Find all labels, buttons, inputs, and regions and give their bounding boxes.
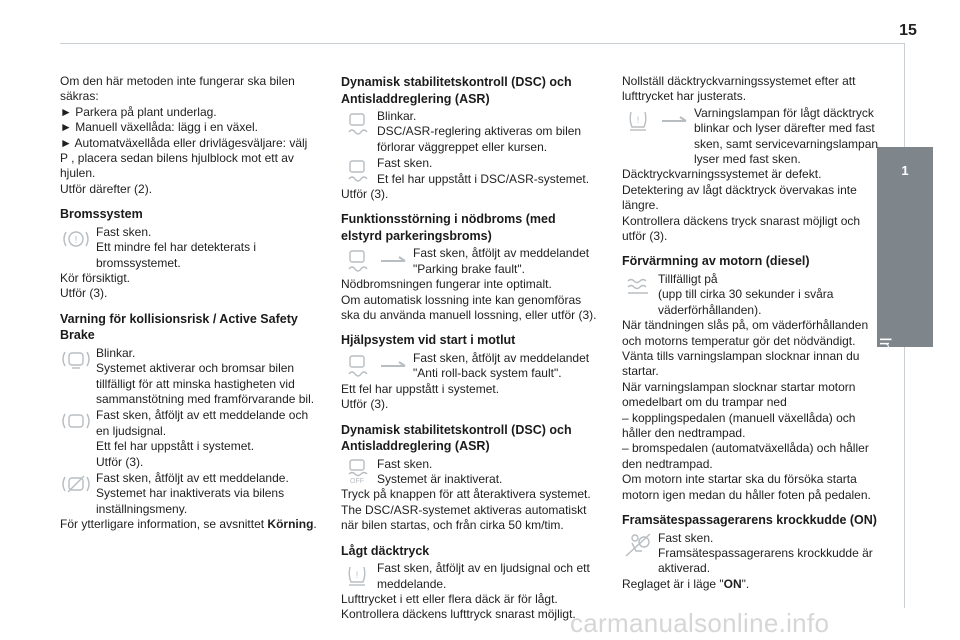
column-2: Dynamisk stabilitetskontroll (DSC) och Antisladdreglering (ASR) Blinkar. DSC/ASR-reglering aktiveras om bilen förlorar väggreppet eller kursen. Fast sken. Et fel har uppstått i DSC/ASR-systemet. Utför (3). Funktionsstörning i nödbroms (med elstyrd parkeringsbroms) Fast sken, åtföljt av meddelandet "Parking brake fault". Nödbromsningen fungerar inte optimalt. Om automatisk lossning inte kan genomföras ska du använda manuell lossning, eller utför (3). Hjälpsystem vid start i motlut Fast sken, åtföljt av meddelandet "Anti roll-back system fault". Ett fel har uppstått i systemet. Utför (3). Dynamisk stabilitetskontroll (DSC) och Antisladdreglering (ASR) OFF Fast sken. Systemet är inaktiverat. Tryck på knappen för att återaktivera systemet. The DSC/ASR-systemet aktiveras automatiskt när bilen startas, och från cirka 50 km/tim. Lågt däcktryck ! Fast sken, åtföljt av en ljudsignal och ett meddelande. Lufttrycket i ett eller flera däck är för lågt. Kontrollera däckens lufttryck snarast möjligt. <box>341 74 599 623</box>
section-title-ebrake: Funktionsstörning i nödbroms (med elstyrd parkeringsbroms) <box>341 212 556 243</box>
svg-text:!: ! <box>355 570 359 581</box>
top-rule <box>60 43 905 44</box>
collision-entry-2: Fast sken, åtföljt av ett meddelande och en ljudsignal. Ett fel har uppstått i systemet. Utför (3). <box>60 408 318 470</box>
hill-entry: Fast sken, åtföljt av meddelandet "Anti roll-back system fault". <box>341 351 599 382</box>
tpms-entry: ! Varningslampan för lågt däcktryck blinkar och lyser därefter med fast sken, samt servicevarningslampan lyser med fast sken. <box>622 106 880 168</box>
dsc-skid-icon <box>341 110 373 136</box>
tyre-pressure-icon <box>341 562 373 588</box>
watermark: carmanualsonline.info <box>570 608 830 638</box>
svg-text:!: ! <box>74 234 78 246</box>
intro-step-2: ► Manuell växellåda: lägg i en växel. <box>60 120 258 135</box>
airbag-entry: Fast sken. Framsätespassagerarens krockkudde är aktiverad. <box>622 531 880 577</box>
column-1: Om den här metoden inte fungerar ska bilen säkras: ► Parkera på plant underlag. ► Manuell växellåda: lägg i en växel. ► Automatväxellåda eller drivlägesväljare: välj P , placera sedan bilens hjulblock mot ett av hjulen. Utför därefter (2). Bromssystem ! Fast sken. Ett mindre fel har detekterats i bromssystemet. Kör försiktigt. Utför (3). Varning för kollisionsrisk / Active Safety Brake Blinkar. Systemet aktiverar och bromsar bilen tillfälligt för att minska hastigheten vid sammanstötning med framförvarande bil. Fast sken, åtföljt av ett meddelande och en ljudsignal. Ett fel har uppstått i systemet. Utför (3). Fast sken, åtföljt av ett meddelande. Systemet har inaktiverats via bilens inställningsmeny. För ytterligare information, se avsnittet Körning. <box>60 74 317 532</box>
section-title-collision: Varning för kollisionsrisk / Active Safety Brake <box>60 311 298 343</box>
intro-step-1: ► Parkera på plant underlag. <box>60 104 217 119</box>
brake-entry: ! Fast sken. Ett mindre fel har detekterats i bromssystemet. <box>60 225 318 271</box>
chapter-number: 1 <box>901 163 909 178</box>
chapter-tab[interactable] <box>876 147 933 418</box>
section-title-hill: Hjälpsystem vid start i motlut <box>341 333 516 348</box>
hill-assist-fault-icon <box>341 352 409 378</box>
collision-off-icon <box>60 472 92 498</box>
glow-plug-icon <box>622 273 654 299</box>
glow-entry: Tillfälligt på (upp till cirka 30 sekunder i svåra väderförhållanden). <box>622 272 880 318</box>
column-3: Nollställ däcktryckvarningssystemet efter att lufttrycket har justerats. ! Varningslampan för lågt däcktryck blinkar och lyser därefter med fast sken, samt servicevarningslampan lyser med fast sken. Däcktryckvarningssystemet är defekt. Detektering av lågt däcktryck övervakas inte längre. Kontrollera däckens tryck snarast möjligt och utför (3). Förvärmning av motorn (diesel) Tillfälligt på (upp till cirka 30 sekunder i svåra väderförhållanden). När tändningen slås på, om väderförhållanden och motorns temperatur gör det nödvändigt. Vänta tills varningslampan slocknar innan du startar. När varningslampan slocknar startar motorn omedelbart om du trampar ned – kopplingspedalen (manuell växellåda) och håller den nedtrampad. – bromspedalen (automatväxellåda) och håller den nedtrampad. Om motorn inte startar ska du försöka starta motorn igen medan du håller foten på pedalen. Framsätespassagerarens krockkudde (ON) Fast sken. Framsätespassagerarens krockkudde är aktiverad. Reglaget är i läge "ON". <box>622 74 879 591</box>
collision-entry-1: Blinkar. Systemet aktiverar och bromsar bilen tillfälligt för att minska hastigheten vid sammanstötning med framförvarande bil. <box>60 346 318 408</box>
brake-warning-icon <box>60 226 92 252</box>
chapter-title: Instrument <box>876 337 895 418</box>
section-title-dsc-off: Dynamisk stabilitetskontroll (DSC) och Antisladdreglering (ASR) <box>341 422 572 454</box>
tyre-reset-note: Nollställ däcktryckvarningssystemet efter att lufttrycket har justerats. <box>622 74 856 104</box>
section-title-dsc: Dynamisk stabilitetskontroll (DSC) och Antisladdreglering (ASR) <box>341 75 572 106</box>
intro-then: Utför därefter (2). <box>60 181 153 196</box>
more-info-link: Körning <box>267 517 314 532</box>
collision-fault-icon <box>60 409 92 435</box>
section-title-glow: Förvärmning av motorn (diesel) <box>622 254 810 269</box>
collision-entry-3: Fast sken, åtföljt av ett meddelande. Systemet har inaktiverats via bilens inställningsmeny. <box>60 471 318 517</box>
tyre-entry: ! Fast sken, åtföljt av en ljudsignal och ett meddelande. <box>341 561 599 592</box>
intro-step-3: ► Automatväxellåda eller drivlägesväljare: välj P , placera sedan bilens hjulblock mot ett av hjulen. <box>60 135 308 181</box>
tpms-fault-icon <box>622 107 690 133</box>
svg-text:!: ! <box>636 114 640 125</box>
dsc-entry-2: Fast sken. Et fel har uppstått i DSC/ASR-systemet. <box>341 156 599 187</box>
dsc-off-entry: OFF Fast sken. Systemet är inaktiverat. <box>341 457 599 488</box>
dsc-entry-1: Blinkar. DSC/ASR-reglering aktiveras om bilen förlorar väggreppet eller kursen. <box>341 109 599 155</box>
intro-text: Om den här metoden inte fungerar ska bilen säkras: <box>60 74 295 104</box>
ebrake-fault-icon <box>341 247 409 273</box>
dsc-fault-icon <box>341 157 373 183</box>
svg-text:OFF: OFF <box>350 477 364 484</box>
section-title-brake: Bromssystem <box>60 207 143 222</box>
ebrake-entry: Fast sken, åtföljt av meddelandet "Parking brake fault". <box>341 246 599 277</box>
airbag-switch: Reglaget är i läge "ON". <box>622 576 750 591</box>
more-info: För ytterligare information, se avsnittet Körning. <box>60 517 317 532</box>
section-title-tyre: Lågt däcktryck <box>341 543 430 558</box>
passenger-airbag-icon <box>622 532 654 558</box>
dsc-off-icon <box>341 458 373 484</box>
section-title-airbag: Framsätespassagerarens krockkudde (ON) <box>622 513 877 528</box>
collision-warning-icon <box>60 347 92 373</box>
page-number: 15 <box>899 22 917 39</box>
